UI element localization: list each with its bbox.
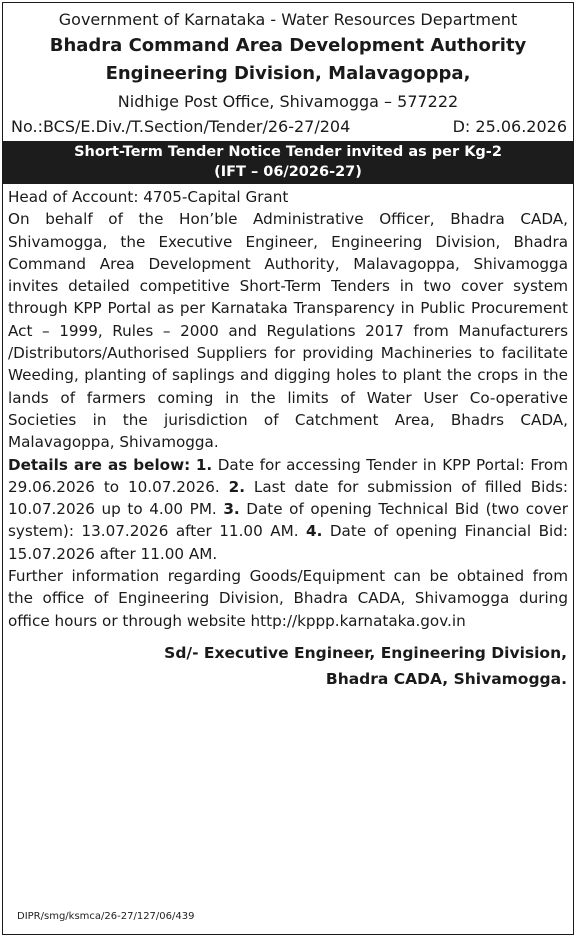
division-name: Engineering Division, Malavagoppa,: [105, 63, 471, 84]
dipr-code: DIPR/smg/ksmca/26-27/127/06/439: [17, 911, 195, 922]
notice-date: D: 25.06.2026: [452, 117, 567, 136]
signature-block: [3, 640, 573, 692]
department-line: Government of Karnataka - Water Resources Department: [58, 10, 518, 29]
detail-number: 4.: [306, 522, 323, 541]
detail-text: Date for accessing Tender in KPP Portal: From 29.06.2026 to 10.07.2026.: [8, 455, 569, 496]
detail-text: Last date for submission of filled Bids: 10.07.2026 up to 4.00 PM.: [8, 477, 569, 519]
reference-line: [3, 117, 573, 136]
tender-notice: [2, 2, 574, 935]
head-of-account: Head of Account: 4705-Capital Grant: [8, 188, 289, 206]
tender-banner: [3, 141, 573, 184]
banner-ift-number: (IFT – 06/2026-27): [214, 164, 362, 180]
details-label: Details are as below: [8, 455, 185, 474]
notice-body: [3, 184, 573, 632]
signature-line-1: Sd/- Executive Engineer, Engineering Division,: [164, 643, 567, 662]
main-paragraph: On behalf of the Hon’ble Administrative Officer, Bhadra CADA, Shivamogga, the Executive Engineer, Engineering Division, Bhadra Command Area Development Authority, Malavagoppa, Shivamogga invites detailed competitive Short-Term Tenders in two cover system through KPP Portal as per Karnataka Transparency in Public Procurement Act – 1999, Rules – 2000 and Regulations 2017 from Manufacturers /Distributors/Authorised Suppliers for providing Machineries to facilitate Weeding, planting of saplings and digging holes to plant the crops in the lands of farmers coming in the limits of Water User Co-operative Societies in the jurisdiction of Catchment Area, Bhadrs CADA, Malavagoppa, Shivamogga.: [8, 210, 568, 452]
detail-text: Date of opening Technical Bid (two cover system): 13.07.2026 after 11.00 AM.: [8, 500, 568, 541]
notice-header: [3, 10, 573, 111]
detail-number: 2.: [228, 477, 245, 496]
detail-text: Date of opening Financial Bid: 15.07.2026 after 11.00 AM.: [8, 522, 568, 563]
signature-line-2: Bhadra CADA, Shivamogga.: [325, 669, 567, 688]
detail-number: 3.: [223, 500, 240, 519]
banner-title: Short-Term Tender Notice Tender invited as per Kg-2: [74, 144, 502, 160]
reference-number: No.:BCS/E.Div./T.Section/Tender/26-27/204: [11, 117, 351, 136]
further-info: Further information regarding Goods/Equipment can be obtained from the office of Engineering Division, Bhadra CADA, Shivamogga during office hours or through website http://kppp.karnataka.gov.in: [8, 567, 568, 630]
detail-number: 1.: [195, 455, 213, 474]
authority-name: Bhadra Command Area Development Authority: [49, 35, 527, 56]
address-line: Nidhige Post Office, Shivamogga – 577222: [117, 92, 459, 111]
details-paragraph: Details are as below: 1. Date for accessing Tender in KPP Portal: From 29.06.2026 to 10.07.2026. 2. Last date for submission of filled Bids: 10.07.2026 up to 4.00 PM. 3. Date of opening Technical Bid (two cover system): 13.07.2026 after 11.00 AM. 4. Date of opening Financial Bid: 15.07.2026 after 11.00 AM.: [8, 455, 569, 563]
